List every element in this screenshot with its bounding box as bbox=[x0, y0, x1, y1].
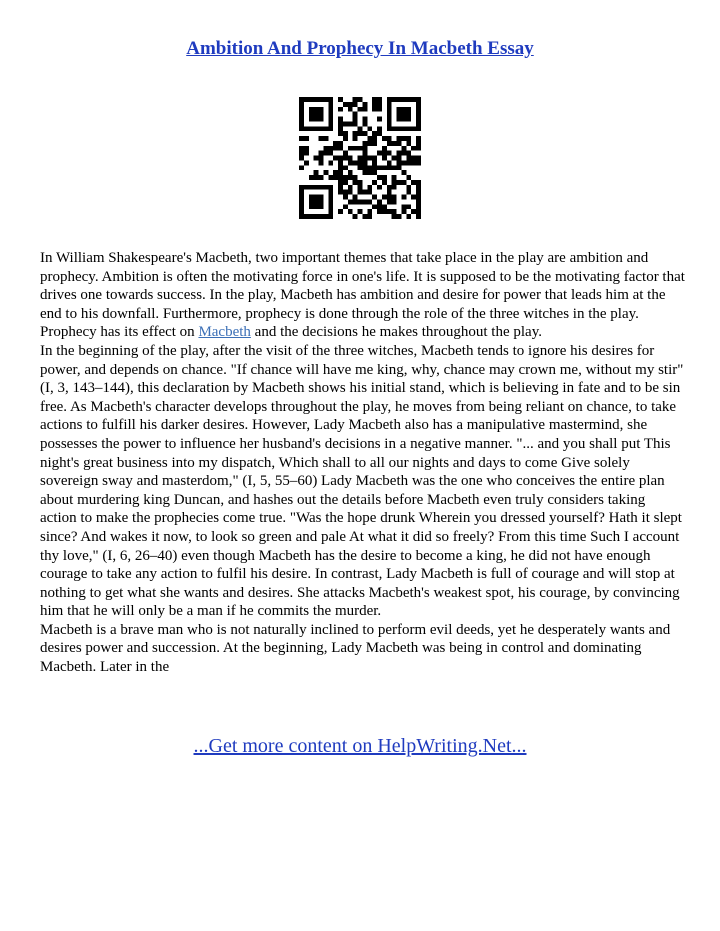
more-content-link[interactable]: ...Get more content on HelpWriting.Net... bbox=[193, 735, 527, 757]
paragraph-2: In the beginning of the play, after the visit of the three witches, Macbeth tends to ignore his desires for power, and depends on chance. "If chance will have me king, why, chance may crown me, without my stir" (I, 3, 143–144), this declaration by Macbeth shows his initial stand, which is believing in fate and to be sin free. As Macbeth's character develops throughout the play, he moves from being reliant on chance, to take actions to fulfill his darker desires. However, Lady Macbeth also has a manipulative mastermind, she possesses the power to influence her husband's decisions in a negative manner. "... and you shall put This night's great business into my dispatch, Which shall to all our nights and days to come Give solely sovereign sway and masterdom," (I, 5, 55–60) Lady Macbeth was the one who conceives the entire plan about murdering king Duncan, and hashes out the details before Macbeth even truly considers taking action to make the prophecies come true. "Was the hope drunk Wherein you dressed yourself? Hath it slept since? And wakes it now, to look so green and pale At what it did so freely? From this time Such I account thy love," (I, 6, 26–40) even though Macbeth has the desire to become a king, he did not have enough courage to take any action to fulfil his desire. In contrast, Lady Macbeth is full of courage and will stop at nothing to get what she wants and desires. She attacks Macbeth's weakest spot, his courage, by convincing him that he will only be a man if he commits the murder. bbox=[40, 342, 684, 620]
qr-code-icon bbox=[299, 97, 421, 219]
essay-body bbox=[40, 249, 685, 677]
paragraph-3: Macbeth is a brave man who is not naturally inclined to perform evil deeds, yet he desperately wants and desires power and succession. At the beginning, Lady Macbeth was being in control and dominating Macbeth. Later in the bbox=[40, 621, 671, 676]
paragraph-1-text-a: In William Shakespeare's Macbeth, two important themes that take place in the play are ambition and prophecy. Ambition is often the motivating force in one's life. It is supposed to be the motivating factor that drives one towards success. In the play, Macbeth has ambition and desire for power that leads him at the end to his downfall. Furthermore, prophecy is done through the role of the three witches in the play. Prophecy has its effect on bbox=[40, 250, 685, 341]
page-title[interactable]: Ambition And Prophecy In Macbeth Essay bbox=[186, 38, 534, 59]
paragraph-1-text-b: and the decisions he makes throughout the play. bbox=[250, 324, 542, 341]
paragraph-1 bbox=[40, 249, 685, 342]
macbeth-link[interactable]: Macbeth bbox=[198, 324, 251, 341]
